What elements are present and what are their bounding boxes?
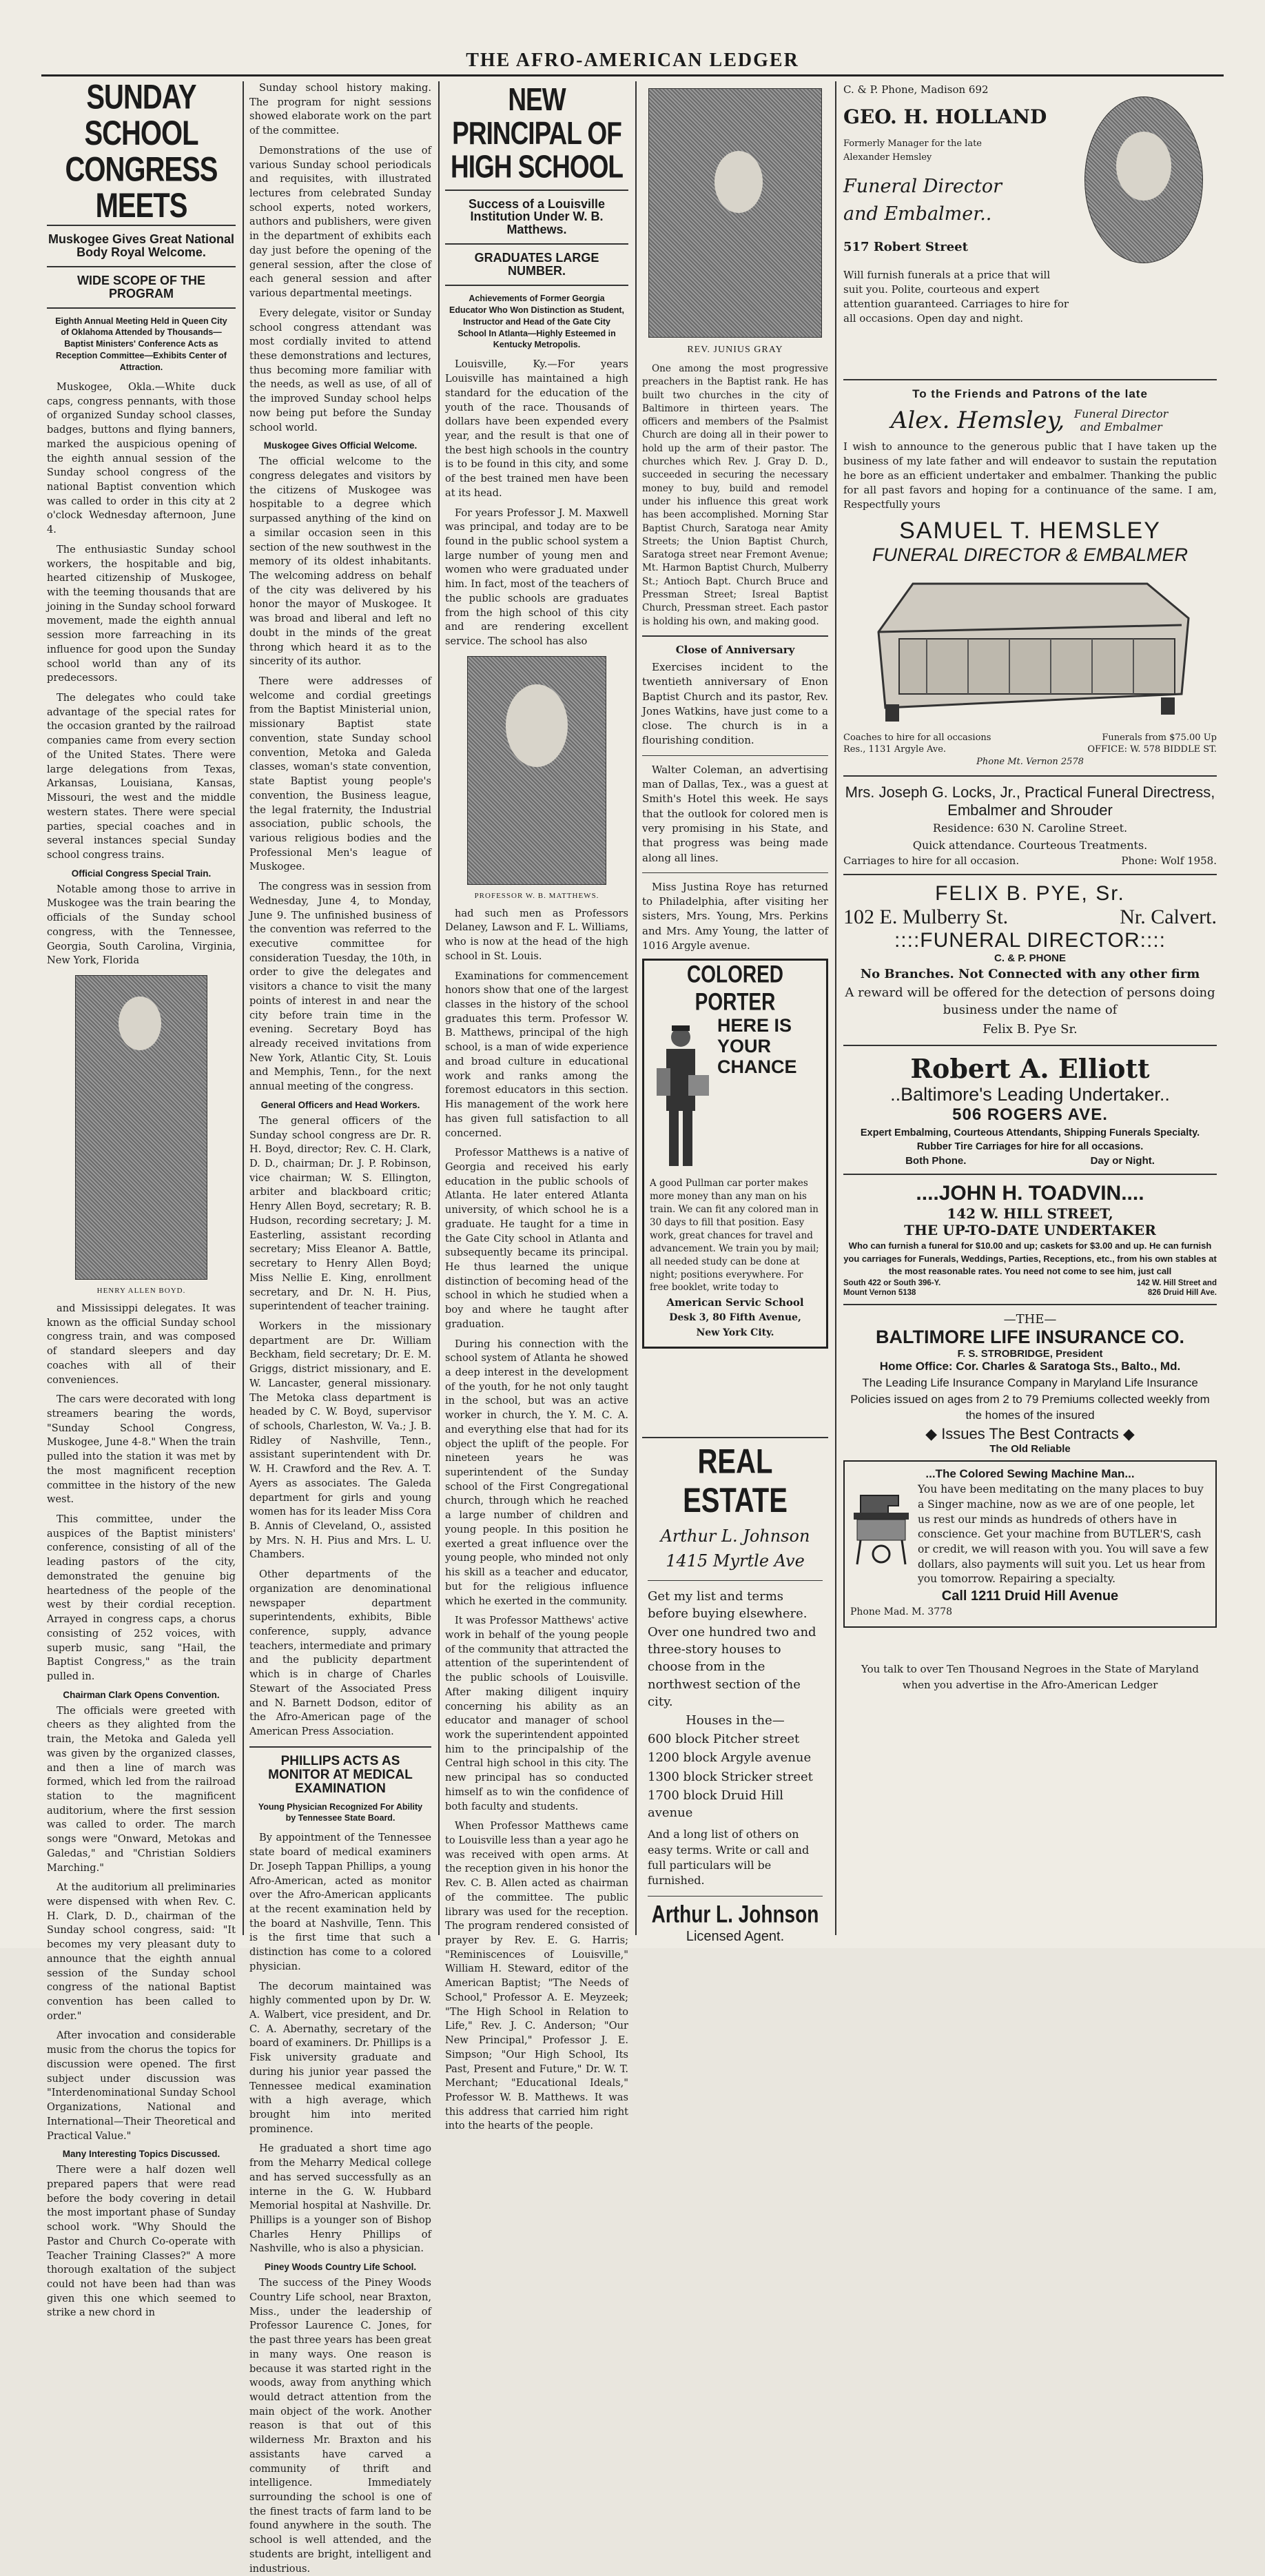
article-paragraph: and Mississippi delegates. It was known as the official Sunday school congress train, and was composed of standard sleepers and day coaches with all of their conveniences. xyxy=(47,1302,236,1386)
ad-baltimore-life: —THE— BALTIMORE LIFE INSURANCE CO. F. S. STROBRIDGE, President Home Office: Cor. Charles & Saratoga Sts., Balto., Md. The Leading Life Insurance Company in Maryland Life Insurance Policies issued on ages from 2 to 79 Premiums collected weekly from the homes of the insured ◆ Issues The Best Contracts ◆ The Old Reliable xyxy=(843,1312,1217,1455)
divider xyxy=(843,874,1217,875)
section-head: Official Congress Special Train. xyxy=(71,868,212,879)
masthead-rule xyxy=(41,74,1224,76)
article-paragraph: Workers in the missionary department are Dr. William Beckham, field secretary; Dr. E. M. Griggs, district missionary, and E. W. Lancaster, general missionary. The Metoka class department is headed by C. W. Boyd, supervisor of schools, Charleston, W. Va.; J. B. Ridley of Nashville, Tenn., assistant superintendent with Dr. W. H. Crawford and the Rev. A. T. Ayers as associates. The Galeda department for girls and young women has for its leader Miss Cora B. Annis of Cleveland, O., assisted by Mrs. N. H. Pius and Mrs. L. U. Chambers. xyxy=(249,1320,431,1561)
article-paragraph: had such men as Professors Delaney, Lawson and F. L. Williams, who is now at the head of the high school in St. Louis. xyxy=(445,907,628,962)
article-paragraph: The delegates who could take advantage of the special rates for the occasion granted by the railroad companies came from every section of the United States. There were large delegations from Texas, Arkansas, Louisiana, Kansas, Missouri, the west and the middle western states. There were special parties, special coaches and in several instances special Sunday school congress trains. xyxy=(47,692,236,861)
article-paragraph: The success of the Piney Woods Country Life school, near Braxton, Miss., under the leadership of Professor Laurence C. Jones, for the past three years has been great in many ways. One reason is because it was started right in the woods, away from anything which would detract attention from the main object of the work. Another reason is that out of this wilderness Mr. Braxton and his assistants have carved a community of thrift and intelligence. Immediately surrounding the school is one of the finest tracts of farm land to be found anywhere in the south. The school is well attended, and the students are bright, intelligent and industrious. xyxy=(249,2277,431,2575)
divider xyxy=(642,635,828,637)
divider xyxy=(843,775,1217,777)
divider xyxy=(642,872,828,873)
article-paragraph: There were addresses of welcome and cordial greetings from the Baptist Ministerial union, missionary Baptist state convention, state Sunday school convention, Metoka and Galeda classes, woman's state convention, state Baptist young people's convention, the Business league, the legal fraternity, the Industrial association, public schools, the various religious bodies and the Professional Men's league of Muskogee. xyxy=(249,675,431,873)
headline-new-principal: NEW PRINCIPAL OF HIGH SCHOOL xyxy=(450,81,624,185)
column-1 xyxy=(41,78,241,2319)
article-paragraph: The officials were greeted with cheers as they alighted from the train, the Metoka and Galeda yell was given by the organized classes, and then a line of march was formed, which led from the railroad station to the magnificent auditorium, where the first session was called to order. The march songs were "Onward, Metokas and Galedas," and "Christian Soldiers Marching." xyxy=(47,1704,236,1874)
article-paragraph: Every delegate, visitor or Sunday school congress attendant was most cordially invited to attend these demonstrations and lectures, thus becoming more familiar with the needs, as well as use, of all of the improved Sunday school helps now being put before the Sunday school world. xyxy=(249,307,431,433)
article-paragraph: When Professor Matthews came to Louisville less than a year ago he was received with open arms. At the reception given in his honor the Rev. C. B. Allen acted as chairman of the committee. The public library was used for the reception. The program rendered consisted of prayer by Rev. E. G. Harris; "Reminiscences of Louisville," William H. Steward, editor of the American Baptist; "The Needs of School," Professor A. E. Meyzeek; "The High School in Relation to Life," Rev. J. C. Anderson; "Our New Principal," Professor J. E. Simpson; "Our High School, Its Past, Present and Future," Dr. W. T. Merchant; "Educational Ideals," Professor W. B. Matthews. It was this address that carried him right into the hearts of the people. xyxy=(445,1820,628,2132)
deck: Eighth Annual Meeting Held in Queen City of Oklahoma Attended by Thousands—Baptist Ministers' Conference Acts as Reception Committee—Exhibits Center of Attraction. xyxy=(55,316,227,373)
article-paragraph: Sunday school history making. The program for night sessions showed elaborate work on the part of the committee. xyxy=(249,82,431,137)
article-paragraph: At the auditorium all preliminaries were dispensed with when Rev. C. H. Clark, D. D., chairman of the Sunday school congress, said: "It becomes my very pleasant duty to announce that the eighth annual session of the Sunday school congress of the national Baptist convention has been called to order." xyxy=(47,1881,236,2022)
subhead-louisville: Success of a Louisville Institution Under W. B. Matthews. xyxy=(468,196,606,237)
article-paragraph: The cars were decorated with long streamers bearing the words, "Sunday School Congress, Muskogee, June 4-8." When the train pulled into the station it was met by the most magnificent reception committee in the history of the new west. xyxy=(47,1393,236,1506)
ad-hemsley: To the Friends and Patrons of the late Alex. Hemsley, Funeral Director and Embalmer I wish to announce to the generous public that I have taken up the business of my late father and will endeavor to sustain the reputation he bore as an efficient undertaker and embalmer. Thanking the public for all past favors and hoping for a continuance of the same. I am, Respectfully yours SAMUEL T. HEMSLEY FUNERAL DIRECTOR & EMBALMER Coaches to hire for all occasions Funerals from $75.00 Up Res., 1131 Argyle Ave. OFFICE: W. 578 BIDDLE ST. Phone Mt. Vernon 2578 xyxy=(843,387,1217,767)
section-head: Chairman Clark Opens Convention. xyxy=(63,1689,220,1700)
article-paragraph: It was Professor Matthews' active work in behalf of the young people of the community that attracted the attention of the superintendent of the public schools of Louisville. After making diligent inquiry concerning his ability as an educator and manager of school work the superintendent appointed him to the principalship of the Central high school in this city. The new principal has so conducted himself as to win the confidence of both faculty and students. xyxy=(445,1615,628,1812)
article-paragraph: One among the most progressive preachers in the Baptist rank. He has built two churches in the city of Baltimore in thirteen years. The officers and members of the Psalmist Church are doing all in their power to hold up the arm of their pastor. The churches which Rev. J. Gray D. D., succeeded in securing the necessary money to buy, build and remodel under his influence this great work has been accomplished. Morning Star Baptist Church, Saratoga near Amity Streets; the Union Baptist Church, Saratoga street near Fremont Avenue; Mt. Harmon Baptist Church, Mulberry St.; Antioch Bapt. Church Bruce and Pressman Street; Isreal Baptist Church, Pressman street. Each pastor is holding his own, and making good. xyxy=(642,363,828,627)
column-2 xyxy=(244,81,437,2575)
ad-toadvin: ....JOHN H. TOADVIN.... 142 W. HILL STREET, THE UP-TO-DATE UNDERTAKER Who can furnish a funeral for $10.00 and up; caskets for $3.00 and up. He can furnish you carriages for Funerals, Weddings, Parties, Receptions, etc., from his own stables at the most reasonable rates. You need not come to see him, just call South 422 or South 396-Y. 142 W. Hill Street and Mount Vernon 5138 826 Druid Hill Ave. xyxy=(843,1182,1217,1297)
subhead-muskogee: Muskogee Gives Great National Body Royal Welcome. xyxy=(48,232,235,259)
subhead-graduates: GRADUATES LARGE NUMBER. xyxy=(474,251,599,278)
masthead: THE AFRO-AMERICAN LEDGER xyxy=(466,50,799,71)
deck: Achievements of Former Georgia Educator Who Won Distinction as Student, Instructor and Head of the Gate City School In Atlanta—Highly Esteemed in Kentucky Metropolis. xyxy=(449,293,624,350)
divider xyxy=(843,379,1217,380)
column-4 xyxy=(637,81,834,1944)
portrait-junius-gray xyxy=(648,88,822,338)
article-paragraph: Walter Coleman, an advertising man of Dallas, Tex., was a guest at Smith's Hotel this week. He says that the outlook for colored men is very promising in his State, and that progress was being made along all lines. xyxy=(642,763,828,864)
photo-caption: HENRY ALLEN BOYD. xyxy=(96,1286,186,1295)
ad-holland: C. & P. Phone, Madison 692 GEO. H. HOLLAND Formerly Manager for the late Alexander Hemsley Funeral Director and Embalmer.. 517 Robert Street Will furnish funerals at a price that will suit you. Polite, courteous and expert attention guaranteed. Carriages to hire for all occasions. Open day and night. xyxy=(843,83,1217,372)
article-paragraph: During his connection with the school system of Atlanta he showed a deep interest in the development of the youth, for he not only taught in the school, but was an active worker in church, the Y. M. C. A. and everything else that had for its object the uplift of the people. For nineteen years he was superintendent of the Sunday school of the First Congregational church, through which he reached a large number of children and young people. In this position he exerted a great influence over the young people, who minded not only his skill as a teacher and educator, but for the religious influence which he exerted in the community. xyxy=(445,1338,628,1607)
article-paragraph: This committee, under the auspices of the Baptist ministers' conference, consisting of all of the leading pastors of the city, demonstrated the genuine big heartedness of the people of the west by their cordial reception. Arrayed in congress caps, a chorus consisting of 252 voices, with superb music, sang "Hail, the Baptist Congress," as the train pulled in. xyxy=(47,1513,236,1682)
article-paragraph: Louisville, Ky.—For years Louisville has maintained a high standard for the education of the youth of the race. Thousands of dollars have been expended every year, and the result is that one of the best high schools in the country is to be found in this city, and some of the best trained men have been at its head. xyxy=(445,358,628,499)
ad-colored-porter: COLORED PORTER HERE IS YOUR CHANCE A good Pullman car porter makes more money than any man on his train. We can fit any colored man in 30 days to fill that position. Easy work, great chances for travel and advancement. We train you by mail; all needed study can be done at night; positions everywhere. For free booklet, write today to American Servic School Desk 3, 80 Fifth Avenue, New York City. xyxy=(642,959,828,1349)
article-paragraph: The enthusiastic Sunday school workers, the hospitable and big, hearted citizenship of Muskogee, with the teeming thousands that are joining in the Sunday school forward movement, made the eighth annual session more farreaching in its influence for good upon the Sunday school world than any of its predecessors. xyxy=(47,543,236,684)
article-paragraph: Examinations for commencement honors show that one of the largest classes in the history of the school graduates this term. Professor W. B. Matthews, principal of the high school, is a man of wide experience and broad culture in educational work and ranks among the foremost educators in this section. His management of the work here has given full satisfaction to all concerned. xyxy=(445,970,628,1139)
article-paragraph: The official welcome to the congress delegates and visitors by the citizens of Muskogee was hospitable to a degree which surpassed anything of the kind on a similar occasion seen in this section of the new southwest in the memory of its oldest inhabitants. The welcoming address on behalf of the city was delivered by his honor the mayor of Muskogee. It was broad and liberal and left no doubt in the minds of the great throng which heard it as to the sincerity of its author. xyxy=(249,456,431,668)
article-paragraph: The congress was in session from Wednesday, June 4, to Monday, June 9. The unfinished business of the convention was referred to the executive committee for consideration Tuesday, the 10th, in order to give the delegates and visitors a chance to visit the many points of interest in and near the city before train time in the evening. Secretary Boyd has already received invitations from New York, Atlantic City, St. Louis and Memphis, Tenn., for the next annual meeting of the congress. xyxy=(249,881,431,1093)
portrait-holland xyxy=(1084,96,1203,263)
ad-elliott: Robert A. Elliott ..Baltimore's Leading Undertaker.. 506 ROGERS AVE. Expert Embalming, Courteous Attendants, Shipping Funerals Specialty. Rubber Tire Carriages for hire for all occasions. Both Phone. Day or Night. xyxy=(860,1052,1200,1167)
article-paragraph: Demonstrations of the use of various Sunday school periodicals and requisites, with illustrated lectures from celebrated Sunday school experts, noted workers, authors and publishers, were given in the department of exhibits each day just before the opening of the general session, after the close of each general session and after various departmental meetings. xyxy=(249,144,431,300)
headline-phillips: PHILLIPS ACTS AS MONITOR AT MEDICAL EXAMINATION xyxy=(268,1753,413,1796)
divider xyxy=(47,225,236,226)
ad-real-estate: REAL ESTATE Arthur L. Johnson 1415 Myrtle Ave Get my list and terms before buying elsewhere. Over one hundred two and three-story houses to choose from in the northwest section of the city. Houses in the— 600 block Pitcher street 1200 block Argyle avenue 1300 block Stricker street 1700 block Druid Hill avenue And a long list of others on easy terms. Write or call and full particulars will be furnished. Arthur L. Johnson Licensed Agent. xyxy=(642,1445,828,1952)
deck: Young Physician Recognized For Ability by Tennessee State Board. xyxy=(258,1801,423,1823)
section-head: Muskogee Gives Official Welcome. xyxy=(263,440,418,451)
ad-locks: Mrs. Joseph G. Locks, Jr., Practical Funeral Directress, Embalmer and Shrouder Residence: 630 N. Caroline Street. Quick attendance. Courteous Treatments. Carriages to hire for all occasion. Phone: Wolf 1958. xyxy=(843,784,1217,867)
portrait-henry-allen-boyd xyxy=(75,975,207,1280)
casket-icon xyxy=(858,570,1202,728)
article-paragraph: The decorum maintained was highly commented upon by Dr. W. A. Walbert, vice president, and Dr. C. A. Abernathy, secretary of the board of examiners. Dr. Phillips is a Fisk university graduate and during his junior year passed the Tennessee medical examination with a high average, which brought him into merited prominence. xyxy=(249,1980,431,2135)
ad-title: REAL ESTATE xyxy=(683,1443,788,1520)
divider xyxy=(445,243,628,245)
ad-title: COLORED PORTER xyxy=(687,961,783,1016)
divider xyxy=(445,190,628,191)
article-paragraph: For years Professor J. M. Maxwell was principal, and today are to be found in the public school system a large number of young men and women who were graduated under him. In fact, most of the teachers of the public schools are graduates from the high school of this city and are rendering excellent service. The school has also xyxy=(445,507,628,648)
ad-diamond-bullet: ◆ Issues The Best Contracts ◆ xyxy=(925,1425,1135,1443)
section-head: Many Interesting Topics Discussed. xyxy=(62,2149,220,2160)
sewing-machine-icon xyxy=(850,1485,912,1568)
photo-caption: REV. JUNIUS GRAY xyxy=(687,345,783,355)
article-paragraph: By appointment of the Tennessee state board of medical examiners Dr. Joseph Tappan Phillips, a young Afro-American, acted as monitor over the Afro-American applicants at the recent examination held by the board at Nashville, Tenn. This is the first time that such a distinction has come to a colored physician. xyxy=(249,1832,431,1972)
divider xyxy=(47,266,236,267)
article-paragraph: Notable among those to arrive in Muskogee was the train bearing the officials of the Sunday school congress, with the Tennessee, Georgia, South Carolina, Virginia, New York, Florida xyxy=(47,883,236,967)
article-paragraph: Other departments of the organization are denominational newspaper department superintendents, exhibits, Bible conference, supply, advance teachers, intermediate and primary and the publicity department which is in charge of Charles Stewart of the Associated Press and N. Barnett Dodson, editor of the Afro-American page of the American Press Association. xyxy=(249,1568,431,1738)
divider xyxy=(642,1437,828,1438)
headline-sunday-school: SUNDAY SCHOOL CONGRESS MEETS xyxy=(65,78,218,225)
porter-figure-icon xyxy=(650,1020,712,1172)
divider xyxy=(249,1746,431,1748)
section-head: Close of Anniversary xyxy=(675,643,795,656)
article-paragraph: Professor Matthews is a native of Georgia and received his early education in the public schools of Atlanta. He later entered Atlanta university, of which school he is a graduate. He taught for a time in the Gate City school in Atlanta and subsequently became its principal. He thus learned the unique distinction of becoming head of the school in which he studied when a boy and where he taught after graduation. xyxy=(445,1147,628,1330)
article-paragraph: Miss Justina Roye has returned to Philadelphia, after visiting her sisters, Mrs. Young, Mrs. Perkins and Mrs. Amy Young, the latter of 1016 Argyle avenue. xyxy=(642,880,828,952)
footer-note: You talk to over Ten Thousand Negroes in the State of Maryland xyxy=(861,1662,1199,1675)
article-paragraph: There were a half dozen well prepared papers that were read before the body covering in detail the most important phase of Sunday school work. "Why Should the Pastor and Church Co-operate with Teacher Training Classes?" A more thorough exaltation of the subject could not have been had than was given this one which seemed to strike a new chord in xyxy=(47,2164,236,2319)
column-3 xyxy=(440,81,634,2132)
article-paragraph: The general officers of the Sunday school congress are Dr. R. H. Boyd, director; Rev. C. H. Clark, D. D., chairman; Dr. J. P. Robinson, vice chairman; W. S. Ellington, arbiter and blackboard critic; Henry Allen Boyd, secretary; R. B. Hudson, recording secretary; J. M. Easterling, assistant recording secretary; Miss Eleanor A. Battle, secretary to Henry Allen Boyd; Miss Nellie E. King, enrollment secretary, and Dr. N. H. Pius, superintendent of teacher training. xyxy=(249,1114,431,1313)
footer-note: when you advertise in the Afro-American Ledger xyxy=(902,1678,1158,1691)
column-5-ads xyxy=(836,81,1224,1935)
article-paragraph: After invocation and considerable music from the chorus the topics for discussion were opened. The first subject under discussion was "Interdenominational Sunday School Organizations, National and International—Their Theoretical and Practical Value." xyxy=(47,2030,236,2142)
divider xyxy=(445,285,628,286)
portrait-matthews xyxy=(467,656,606,885)
divider xyxy=(642,755,828,756)
photo-caption: PROFESSOR W. B. MATTHEWS. xyxy=(474,891,599,900)
section-head: Piney Woods Country Life School. xyxy=(264,2262,417,2273)
subhead-wide-scope: WIDE SCOPE OF THE PROGRAM xyxy=(76,273,205,300)
divider xyxy=(843,1174,1217,1175)
divider xyxy=(843,1304,1217,1305)
divider xyxy=(843,1045,1217,1046)
article-paragraph: Exercises incident to the twentieth anniversary of Enon Baptist Church and its pastor, Rev. Jones Watkins, have just come to a close. The church is in a flourishing condition. xyxy=(642,660,828,747)
divider xyxy=(47,307,236,309)
ad-sewing-machine: ...The Colored Sewing Machine Man... You have been meditating on the many places to buy a Singer machine, now as we are of one people, let us rest our minds as hundreds of others have in conscience. Get your machine from BUTLER'S, cash or credit, we will reason with you. You will save a few dollars, also payments will suit you. Let us hear from you tomorrow. Repairing a specialty. Call 1211 Druid Hill Avenue Phone Mad. M. 3778 xyxy=(843,1460,1217,1627)
article-paragraph: He graduated a short time ago from the Meharry Medical college and has served successfully as an interne in the G. W. Hubbard Memorial hospital at Nashville. Dr. Phillips is a younger son of Bishop Charles Henry Phillips of Nashville, who is also a physician. xyxy=(249,2143,431,2255)
article-paragraph: Muskogee, Okla.—White duck caps, congress pennants, with those of organized Sunday school classes, badges, buttons and flying banners, marked the auspicious opening of the eighth annual session of the Sunday school congress of the national Baptist convention which was called to order in this city at 2 o'clock Wednesday afternoon, June 4. xyxy=(47,380,236,536)
ad-pye: FELIX B. PYE, Sr. 102 E. Mulberry St. Nr. Calvert. ::::FUNERAL DIRECTOR:::: C. & P. PHONE No Branches. Not Connected with any other firm A reward will be offered for the detection of persons doing business under the name of Felix B. Pye Sr. xyxy=(843,881,1217,1036)
section-head: General Officers and Head Workers. xyxy=(260,1099,420,1110)
